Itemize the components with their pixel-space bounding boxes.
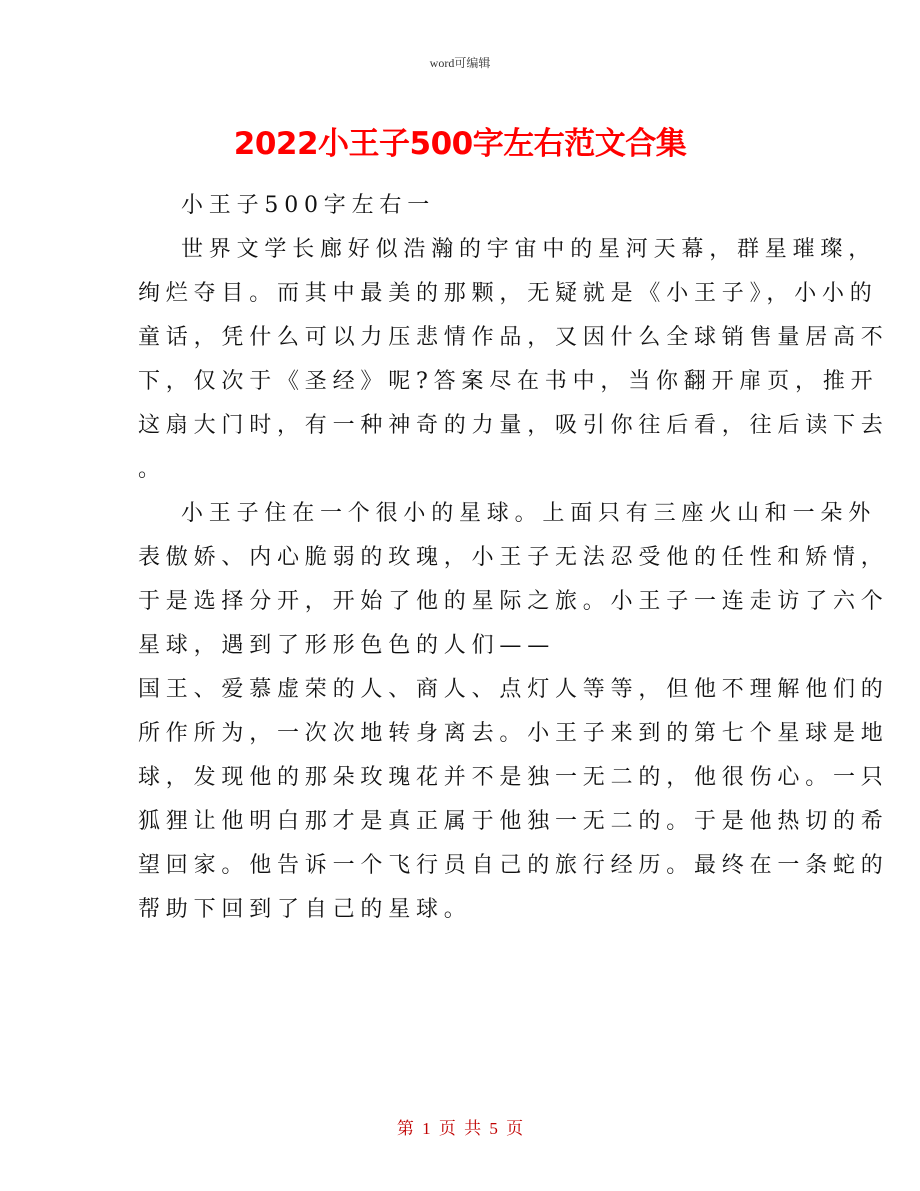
page-header: word可编辑 — [429, 56, 491, 70]
subheading: 小王子500字左右一 — [181, 193, 435, 218]
text-line: 星球，遇到了形形色色的人们—— — [138, 633, 556, 658]
paragraph-1 — [138, 236, 889, 500]
text-line: 狐狸让他明白那才是真正属于他独一无二的。于是他热切的希 — [138, 809, 889, 834]
document-title: 2022小王子500字左右范文合集 — [233, 126, 687, 162]
text-line: 世界文学长廊好似浩瀚的宇宙中的星河天幕，群星璀璨， — [181, 237, 877, 262]
text-line: 这扇大门时，有一种神奇的力量，吸引你往后看，往后读下去 — [138, 413, 889, 438]
text-line: 望回家。他告诉一个飞行员自己的旅行经历。最终在一条蛇的 — [138, 853, 889, 878]
text-line: 小王子住在一个很小的星球。上面只有三座火山和一朵外 — [181, 501, 877, 526]
text-line: 球，发现他的那朵玫瑰花并不是独一无二的，他很伤心。一只 — [138, 765, 889, 790]
text-line: 于是选择分开，开始了他的星际之旅。小王子一连走访了六个 — [138, 589, 889, 614]
page-footer: 第 1 页 共 5 页 — [396, 1119, 524, 1138]
text-line: 帮助下回到了自己的星球。 — [138, 897, 472, 922]
text-line: 国王、爱慕虚荣的人、商人、点灯人等等，但他不理解他们的 — [138, 677, 889, 702]
text-line: 所作所为，一次次地转身离去。小王子来到的第七个星球是地 — [138, 721, 889, 746]
text-line: 下，仅次于《圣经》呢?答案尽在书中，当你翻开扉页，推开 — [138, 369, 879, 394]
text-line: 童话，凭什么可以力压悲情作品，又因什么全球销售量居高不 — [138, 325, 889, 350]
document-body — [138, 192, 889, 940]
paragraph-2 — [138, 500, 889, 940]
text-line: 绚烂夺目。而其中最美的那颗，无疑就是《小王子》，小小的 — [138, 281, 878, 306]
text-line: 。 — [138, 457, 166, 482]
text-line: 表傲娇、内心脆弱的玫瑰，小王子无法忍受他的任性和矫情， — [138, 545, 889, 570]
